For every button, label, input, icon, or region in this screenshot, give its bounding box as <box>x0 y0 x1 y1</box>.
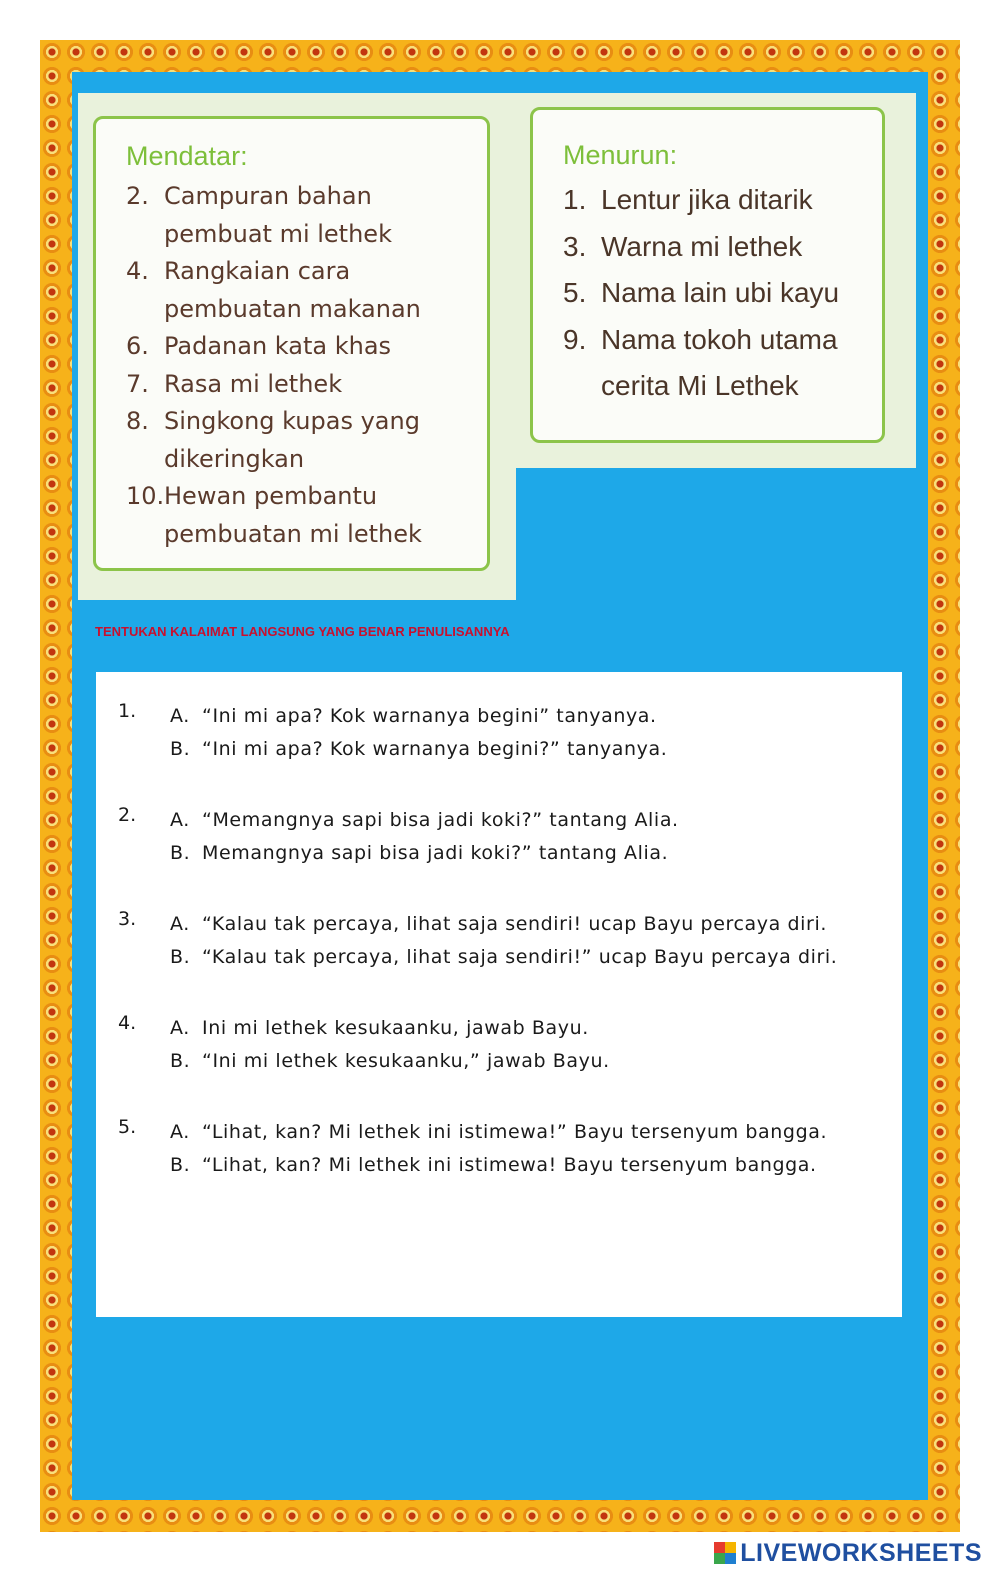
clue-text: Rasa mi lethek <box>164 369 343 398</box>
clue-number: 9. <box>563 323 587 355</box>
across-clue <box>126 366 487 404</box>
brand-name: LIVEWORKSHEETS <box>740 1538 982 1567</box>
question-item <box>118 804 902 870</box>
option-b[interactable] <box>170 733 882 766</box>
clue-text: Nama lain ubi kayu <box>601 277 840 308</box>
option-letter: A. <box>170 1121 190 1143</box>
option-text: “Ini mi apa? Kok warnanya begini?” tanyanya. <box>202 738 668 760</box>
across-clue <box>126 328 487 366</box>
option-text: Memangnya sapi bisa jadi koki?” tantang Alia. <box>202 842 669 864</box>
clue-number: 5. <box>563 277 587 308</box>
option-text: “Kalau tak percaya, lihat saja sendiri! ucap Bayu percaya diri. <box>202 913 827 935</box>
option-letter: A. <box>170 913 190 935</box>
down-clues-box <box>530 107 885 443</box>
question-item <box>118 1116 902 1182</box>
option-a[interactable] <box>170 804 882 837</box>
clue-text: Nama tokoh utama cerita Mi Lethek <box>601 323 838 401</box>
option-b[interactable] <box>170 1045 882 1078</box>
option-letter: B. <box>170 946 191 968</box>
option-letter: B. <box>170 842 191 864</box>
question-number: 3. <box>118 908 137 930</box>
option-text: “Ini mi apa? Kok warnanya begini” tanyanya. <box>202 705 657 727</box>
down-clue <box>563 224 882 271</box>
option-letter: B. <box>170 1154 191 1176</box>
across-list <box>126 178 487 553</box>
across-clues-box <box>93 116 490 571</box>
liveworksheets-logo-icon <box>714 1542 736 1564</box>
option-text: “Ini mi lethek kesukaanku,” jawab Bayu. <box>202 1050 610 1072</box>
clue-text: Rangkaian cara pembuatan makanan <box>164 257 421 323</box>
option-b[interactable] <box>170 1149 882 1182</box>
clue-number: 10. <box>126 482 165 510</box>
option-text: “Lihat, kan? Mi lethek ini istimewa! Bayu tersenyum bangga. <box>202 1154 817 1176</box>
clue-text: Singkong kupas yang dikeringkan <box>164 407 420 473</box>
clue-text: Warna mi lethek <box>601 230 803 262</box>
clue-number: 1. <box>563 184 587 215</box>
clue-number: 8. <box>126 407 149 435</box>
down-heading: Menurun: <box>563 140 678 170</box>
option-letter: A. <box>170 809 190 831</box>
question-item <box>118 908 902 974</box>
option-text: Ini mi lethek kesukaanku, jawab Bayu. <box>202 1017 589 1039</box>
down-clue <box>563 270 882 317</box>
questions-panel <box>96 672 902 1317</box>
option-text: “Memangnya sapi bisa jadi koki?” tantang Alia. <box>202 809 679 831</box>
question-number: 4. <box>118 1012 137 1034</box>
option-a[interactable] <box>170 908 882 941</box>
down-clue <box>563 317 882 410</box>
clue-number: 7. <box>126 369 149 398</box>
option-a[interactable] <box>170 1116 882 1149</box>
option-a[interactable] <box>170 700 882 733</box>
question-item <box>118 700 902 766</box>
option-letter: B. <box>170 738 191 760</box>
instruction-text: TENTUKAN KALAIMAT LANGSUNG YANG BENAR PENULISANNYA <box>95 624 510 639</box>
clue-number: 4. <box>126 257 149 285</box>
across-clue <box>126 478 487 553</box>
clue-number: 2. <box>126 182 149 210</box>
question-number: 5. <box>118 1116 137 1138</box>
option-a[interactable] <box>170 1012 882 1045</box>
option-b[interactable] <box>170 941 882 974</box>
down-list <box>563 177 882 410</box>
across-clue <box>126 178 487 253</box>
across-clue <box>126 403 487 478</box>
down-clue <box>563 177 882 224</box>
question-item <box>118 1012 902 1078</box>
clue-number: 3. <box>563 230 587 262</box>
liveworksheets-brand[interactable] <box>714 1538 982 1568</box>
option-letter: A. <box>170 1017 190 1039</box>
clue-text: Hewan pembantu pembuatan mi lethek <box>164 482 422 548</box>
option-text: “Lihat, kan? Mi lethek ini istimewa!” Bayu tersenyum bangga. <box>202 1121 828 1143</box>
across-heading: Mendatar: <box>126 141 248 171</box>
option-text: “Kalau tak percaya, lihat saja sendiri!” ucap Bayu percaya diri. <box>202 946 838 968</box>
clue-number: 6. <box>126 332 149 360</box>
question-number: 2. <box>118 804 137 826</box>
question-number: 1. <box>118 700 137 722</box>
clue-text: Lentur jika ditarik <box>601 184 813 215</box>
clue-text: Padanan kata khas <box>164 332 392 360</box>
clue-text: Campuran bahan pembuat mi lethek <box>164 182 392 248</box>
option-letter: B. <box>170 1050 191 1072</box>
option-b[interactable] <box>170 837 882 870</box>
option-letter: A. <box>170 705 190 727</box>
across-clue <box>126 253 487 328</box>
